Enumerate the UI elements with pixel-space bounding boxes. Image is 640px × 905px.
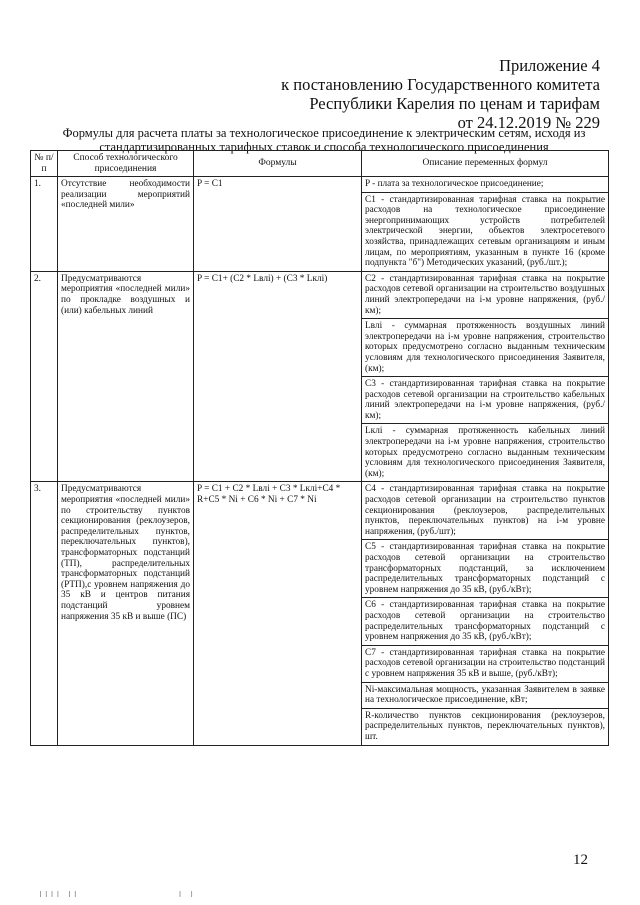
header-date-line: от 24.12.2019 № 229 <box>457 113 600 132</box>
variable-description: C7 - стандартизированная тарифная ставка на покрытие расходов сетевой организации на строительство подстанций с уровнем напряжения 35 кВ и выше, (руб./кВт); <box>362 645 609 682</box>
variable-description: C6 - стандартизированная тарифная ставка на покрытие расходов сетевой организации на строительство распределительных трансформаторных подстанций с уровнем напряжения до 35 кВ, (руб./кВт); <box>362 598 609 645</box>
row-formula: P = C1 + C2 * Lвлi + C3 * Lклi+C4 * R+C5 * Ni + C6 * Ni + C7 * Ni <box>194 482 362 745</box>
header-formula: Формулы <box>194 151 362 177</box>
table-row <box>31 482 609 540</box>
document-header <box>281 56 600 132</box>
row-method: Отсутствие необходимости реализации мероприятий «последней мили» <box>58 177 194 272</box>
header-appendix-line: Приложение 4 <box>499 56 600 75</box>
header-method: Способ технологического присоединения <box>58 151 194 177</box>
variable-description: C2 - стандартизированная тарифная ставка на покрытие расходов сетевой организации на строительство воздушных линий электропередачи на i-м уровне напряжения, (руб./км); <box>362 271 609 318</box>
row-method: Предусматриваются мероприятия «последней мили» по прокладке воздушных и (или) кабельных линий <box>58 271 194 482</box>
variable-description: Ni-максимальная мощность, указанная Заявителем в заявке на технологическое присоединение, кВт; <box>362 682 609 708</box>
variable-description: C5 - стандартизированная тарифная ставка на покрытие расходов сетевой организации на строительство трансформаторных подстанций, за исключением распределительных трансформаторных подстанций с уровнем напряжения до 35 кВ, (руб./кВт); <box>362 540 609 598</box>
header-authority-line: Республики Карелия по ценам и тарифам <box>309 94 600 113</box>
row-formula: P = C1 <box>194 177 362 272</box>
variable-description: Lвлi - суммарная протяженность воздушных линий электропередачи на i-м уровне напряжения, строительство которых предусмотрено согласно выданным техническим условиям для технологического присоединения Заявителя, (км); <box>362 319 609 377</box>
row-num: 3. <box>31 482 58 745</box>
scan-barcode-mark: ǀǀǀǀ ǀǀ ǀ ǀ <box>38 890 196 899</box>
variable-description: R-количество пунктов секционирования (реклоузеров, распределительных пунктов, переключательных пунктов), шт. <box>362 708 609 745</box>
table-row <box>31 271 609 318</box>
page-number: 12 <box>573 852 588 868</box>
header-resolution-line: к постановлению Государственного комитета <box>281 75 600 94</box>
variable-description: Lклi - суммарная протяженность кабельных линий электропередачи на i-м уровне напряжения, строительство которых предусмотрено согласно выданным техническим условиям для технологического присоединения Заявителя, (км); <box>362 424 609 482</box>
table-header-row <box>31 151 609 177</box>
row-method: Предусматриваются мероприятия «последней мили» по строительству пунктов секционирования (реклоузеров, распределительных пунктов, переключательных пунктов), трансформаторных подстанций (ТП), распределительных трансформаторных подстанций (РТП),с уровнем напряжения до 35 кВ и центров питания подстанций уровнем напряжения 35 кВ и выше (ПС) <box>58 482 194 745</box>
table-row <box>31 177 609 193</box>
header-description: Описание переменных формул <box>362 151 609 177</box>
variable-description: C4 - стандартизированная тарифная ставка на покрытие расходов сетевой организации на строительство пунктов секционирования (реклоузеров, распределительных пунктов, переключательных пунктов) на i-м уровне напряжения, (руб./шт); <box>362 482 609 540</box>
variable-description: C1 - стандартизированная тарифная ставка на покрытие расходов на технологическое присоединение энергопринимающих устройств потребителей электрической энергии, объектов электросетевого хозяйства, принадлежащих сетевым организациям и иным лицам, по мероприятиям, указанным в пункте 16 (кроме подпункта "б") Методических указаний, (руб./шт.); <box>362 192 609 271</box>
variable-description: P - плата за технологическое присоединение; <box>362 177 609 193</box>
header-num: № п/п <box>31 151 58 177</box>
row-num: 2. <box>31 271 58 482</box>
row-num: 1. <box>31 177 58 272</box>
document-title: Формулы для расчета платы за технологическое присоединение к электрическим сетям, исходя из стандартизированных тарифных ставок и способа технологического присоединения <box>62 126 586 154</box>
variable-description: C3 - стандартизированная тарифная ставка на покрытие расходов сетевой организации на строительство кабельных линий электропередачи на i-м уровне напряжения, (руб./км); <box>362 377 609 424</box>
row-formula: P = C1+ (C2 * Lвлi) + (C3 * Lклi) <box>194 271 362 482</box>
formulas-table <box>30 150 609 746</box>
